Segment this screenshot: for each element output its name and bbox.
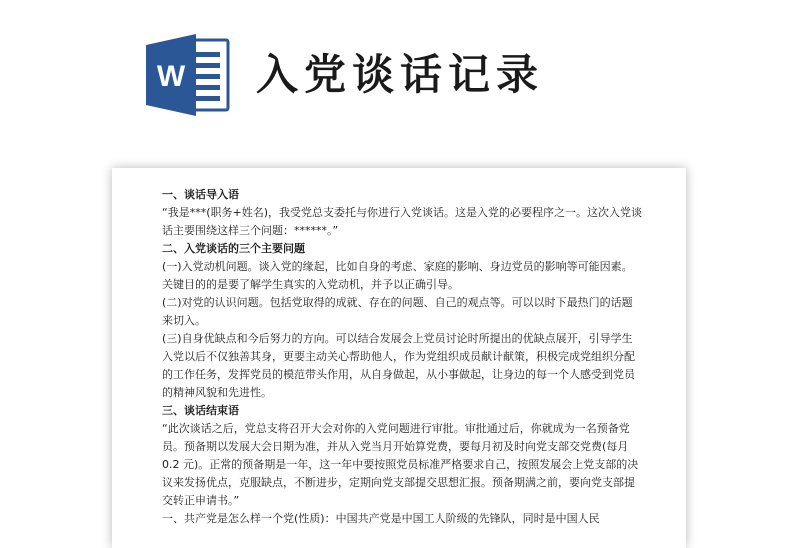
body-paragraph: (二)对党的认识问题。包括党取得的成就、存在的问题、自己的观点等。可以以时下最热门的话题来切入。 (162, 296, 633, 327)
section-heading: 一、谈话导入语 (162, 188, 239, 201)
word-document-icon (146, 34, 232, 116)
body-paragraph: “此次谈话之后，党总支将召开大会对你的入党问题进行审批。审批通过后，你就成为一名预备党员。预备期以发展大会日期为准，并从入党当月开始算党费，要每月初及时向党支部交党费(每月 0.2 元)。正常的预备期是一年，这一年中要按照党员标准严格要求自己，按照发展会上党支部的决议来发扬优点，克服缺点，不断进步，定期向党支部提交思想汇报。预备期满之前，要向党支部提交转正申请书。” (162, 422, 639, 507)
body-paragraph: 一、共产党是怎么样一个党(性质)：中国共产党是中国工人阶级的先锋队，同时是中国人民 (162, 512, 600, 525)
document-body (162, 186, 642, 528)
section-heading: 二、入党谈话的三个主要问题 (162, 242, 305, 255)
body-paragraph: (一)入党动机问题。谈入党的缘起，比如自身的考虑、家庭的影响、身边党员的影响等可能因素。关键目的的是要了解学生真实的入党动机，并予以正确引导。 (162, 260, 633, 291)
word-icon-letter: W (156, 60, 186, 93)
document-page (112, 168, 686, 548)
header (0, 0, 800, 150)
page-title: 入党谈话记录 (256, 50, 545, 99)
body-paragraph: (三)自身优缺点和今后努力的方向。可以结合发展会上党员讨论时所提出的优缺点展开，引导学生入党以后不仅独善其身，更要主动关心帮助他人，作为党组织成员献计献策，积极完成党组织分配的工作任务，发挥党员的模范带头作用，从自身做起，从小事做起，让身边的每一个人感受到党员的精神风貌和先进性。 (162, 332, 635, 399)
section-heading: 三、谈话结束语 (162, 404, 239, 417)
body-paragraph: “我是***(职务+姓名)，我受党总支委托与你进行入党谈话。这是入党的必要程序之一。这次入党谈话主要围绕这样三个问题：******。” (162, 206, 642, 237)
